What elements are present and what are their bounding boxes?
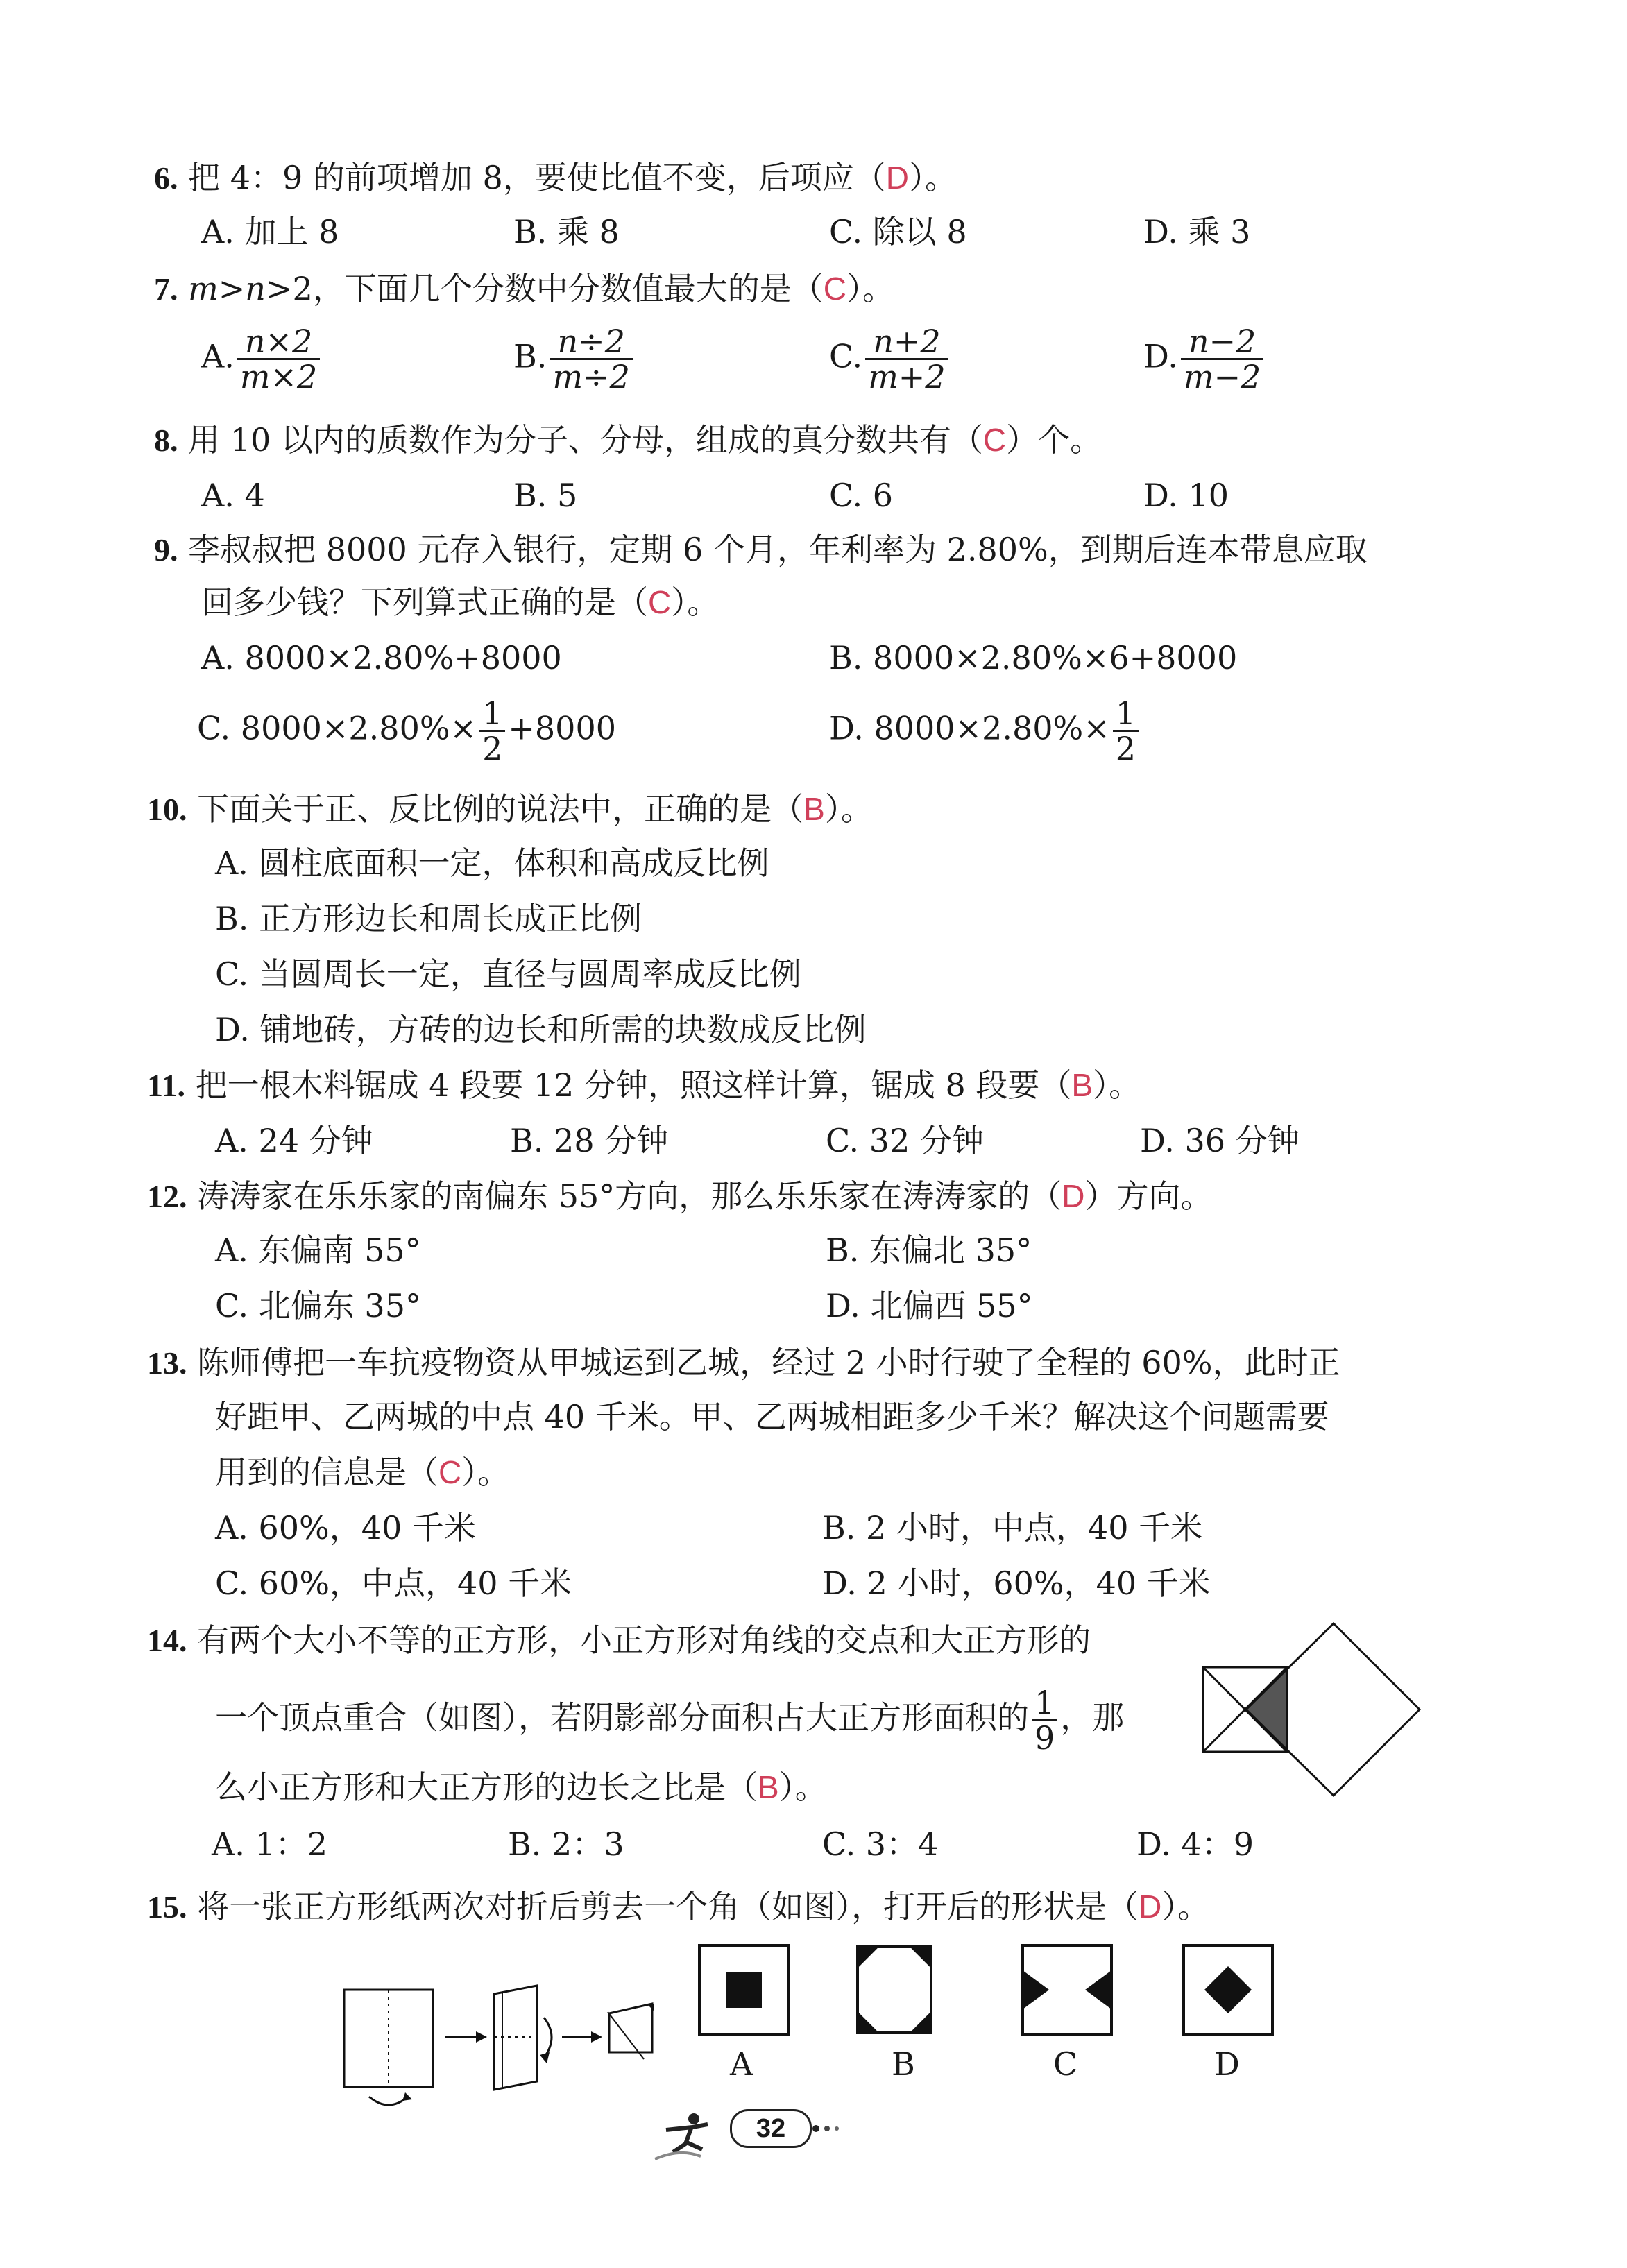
question-7: 7. m>n>2，下面几个分数中分数值最大的是（C）。 bbox=[154, 270, 894, 307]
question-14-line-2: 一个顶点重合（如图），若阴影部分面积占大正方形面积的 $\frac{1}{9}$ ，那 bbox=[215, 1684, 1125, 1757]
figure-label: C bbox=[1053, 2045, 1078, 2083]
option: A. 60%，40 千米 bbox=[215, 1509, 476, 1546]
option: D. 铺地砖，方砖的边长和所需的块数成反比例 bbox=[215, 1011, 867, 1048]
shaded-region bbox=[1246, 1667, 1287, 1752]
runner-logo bbox=[652, 2109, 729, 2165]
answer: C bbox=[982, 422, 1007, 458]
option: C. 3：4 bbox=[822, 1825, 939, 1863]
answer: D bbox=[1062, 1178, 1085, 1214]
question-15: 15. 将一张正方形纸两次对折后剪去一个角（如图），打开后的形状是（D）。 bbox=[147, 1888, 1210, 1925]
question-11: 11. 把一根木料锯成 4 段要 12 分钟，照这样计算，锯成 8 段要（B）。 bbox=[147, 1066, 1141, 1104]
question-10: 10. 下面关于正、反比例的说法中，正确的是（B）。 bbox=[147, 790, 873, 828]
option: C. $\frac{n+2}{m+2}$ bbox=[829, 325, 951, 393]
option: A. 4 bbox=[201, 477, 265, 514]
question-8: 8. 用 10 以内的质数作为分子、分母，组成的真分数共有（C）个。 bbox=[154, 421, 1102, 459]
question-13-line-2: 好距甲、乙两城的中点 40 千米。甲、乙两城相距多少千米？解决这个问题需要 bbox=[215, 1398, 1329, 1435]
answer: B bbox=[1071, 1067, 1093, 1103]
option: A. 1：2 bbox=[212, 1825, 327, 1863]
question-9-line-2: 回多少钱？下列算式正确的是（C）。 bbox=[201, 583, 719, 621]
dots-decoration bbox=[812, 2123, 846, 2134]
option: A. 加上 8 bbox=[201, 213, 339, 250]
option: C. 除以 8 bbox=[829, 213, 967, 250]
option: C. 8000×2.80%× $\frac{1}{2}$ +8000 bbox=[197, 694, 616, 767]
figure-label: D bbox=[1214, 2045, 1240, 2083]
option: C. 60%，中点，40 千米 bbox=[215, 1564, 572, 1602]
page-number: 32 bbox=[730, 2109, 812, 2148]
squares-figure bbox=[1193, 1620, 1422, 1800]
option: C. 6 bbox=[829, 477, 894, 514]
fraction: $\frac{n\times 2}{m\times 2}$ bbox=[237, 325, 320, 393]
fraction: $\frac{1}{2}$ bbox=[1113, 697, 1139, 765]
answer: C bbox=[438, 1454, 462, 1490]
option: B. 正方形边长和周长成正比例 bbox=[215, 900, 642, 937]
option: D. 2 小时，60%，40 千米 bbox=[822, 1564, 1211, 1602]
option: A. $\frac{n\times 2}{m\times 2}$ bbox=[201, 325, 323, 393]
option: A. 8000×2.80%+8000 bbox=[201, 639, 562, 676]
option: B. 2 小时，中点，40 千米 bbox=[822, 1509, 1203, 1546]
answer: B bbox=[803, 791, 825, 827]
option: A. 东偏南 55° bbox=[215, 1231, 421, 1269]
answer: D bbox=[1139, 1888, 1162, 1925]
option: B. 28 分钟 bbox=[510, 1122, 669, 1159]
folding-figure bbox=[333, 1936, 1304, 2116]
question-13-line-3: 用到的信息是（C）。 bbox=[215, 1453, 510, 1491]
option: D. 乘 3 bbox=[1143, 213, 1251, 250]
option: D. 北偏西 55° bbox=[826, 1287, 1033, 1324]
fraction: $\frac{1}{2}$ bbox=[479, 697, 505, 765]
question-13: 13. 陈师傅把一车抗疫物资从甲城运到乙城，经过 2 小时行驶了全程的 60%，此时正 bbox=[147, 1344, 1340, 1381]
fraction: $\frac{n\div 2}{m\div 2}$ bbox=[550, 325, 632, 393]
option: B. 8000×2.80%×6+8000 bbox=[829, 639, 1238, 676]
fraction: $\frac{n-2}{m-2}$ bbox=[1181, 325, 1263, 393]
question-12: 12. 涛涛家在乐乐家的南偏东 55°方向，那么乐乐家在涛涛家的（D）方向。 bbox=[147, 1177, 1213, 1215]
option: C. 32 分钟 bbox=[826, 1122, 984, 1159]
option: B. 2：3 bbox=[508, 1825, 624, 1863]
paper-step-3 bbox=[609, 2004, 652, 2052]
option: B. 5 bbox=[513, 477, 578, 514]
fold-arrow-icon bbox=[544, 2018, 552, 2058]
option: B. $\frac{n\div 2}{m\div 2}$ bbox=[513, 325, 636, 393]
answer: C bbox=[648, 584, 672, 620]
option: D. 4：9 bbox=[1136, 1825, 1254, 1863]
answer: B bbox=[758, 1769, 779, 1805]
option: C. 北偏东 35° bbox=[215, 1287, 421, 1324]
option: A. 24 分钟 bbox=[215, 1122, 373, 1159]
option: C. 当圆周长一定，直径与圆周率成反比例 bbox=[215, 955, 801, 993]
fraction: $\frac{n+2}{m+2}$ bbox=[865, 325, 948, 393]
option: B. 东偏北 35° bbox=[826, 1231, 1032, 1269]
answer: C bbox=[823, 271, 846, 307]
question-14: 14. 有两个大小不等的正方形，小正方形对角线的交点和大正方形的 bbox=[147, 1621, 1091, 1659]
option: B. 乘 8 bbox=[513, 213, 620, 250]
answer: D bbox=[885, 160, 910, 196]
option: D. $\frac{n-2}{m-2}$ bbox=[1143, 325, 1266, 393]
option: D. 8000×2.80%× $\frac{1}{2}$ bbox=[829, 697, 1141, 765]
fraction: $\frac{1}{9}$ bbox=[1032, 1686, 1057, 1755]
figure-label: A bbox=[730, 2045, 753, 2083]
option: A. 圆柱底面积一定，体积和高成反比例 bbox=[215, 844, 769, 882]
figure-label: B bbox=[892, 2045, 915, 2083]
option: D. 36 分钟 bbox=[1140, 1122, 1300, 1159]
question-9: 9. 李叔叔把 8000 元存入银行，定期 6 个月，年利率为 2.80%，到期后连本带息应取 bbox=[154, 531, 1368, 568]
option: D. 10 bbox=[1143, 477, 1229, 514]
question-14-line-3: 么小正方形和大正方形的边长之比是（B）。 bbox=[215, 1768, 827, 1806]
option-b-shape bbox=[858, 1947, 931, 2033]
question-6: 6. 把 4：9 的前项增加 8，要使比值不变，后项应（D）。 bbox=[154, 159, 957, 196]
fold-arrow-icon bbox=[369, 2097, 408, 2105]
